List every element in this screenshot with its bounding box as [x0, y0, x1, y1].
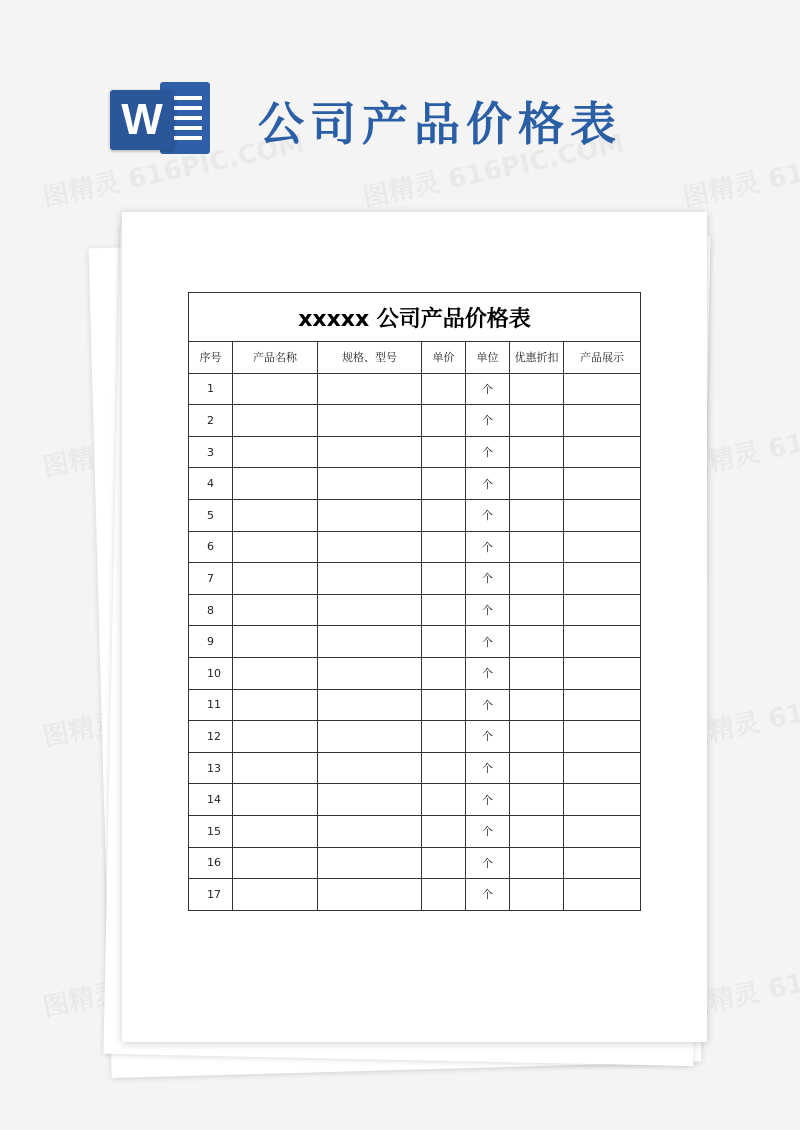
table-cell[interactable]: [564, 594, 641, 626]
table-cell[interactable]: [564, 815, 641, 847]
table-row: [189, 847, 641, 879]
table-cell[interactable]: [318, 689, 422, 721]
table-cell[interactable]: [233, 594, 318, 626]
unit-cell[interactable]: 个: [466, 468, 510, 500]
table-cell[interactable]: [318, 563, 422, 595]
row-seq-cell[interactable]: 10: [189, 657, 233, 689]
row-seq-cell[interactable]: 16: [189, 847, 233, 879]
table-cell[interactable]: [564, 657, 641, 689]
unit-cell[interactable]: 个: [466, 563, 510, 595]
row-seq-cell[interactable]: 4: [189, 468, 233, 500]
table-cell[interactable]: [510, 531, 564, 563]
unit-cell[interactable]: 个: [466, 436, 510, 468]
table-row: [189, 468, 641, 500]
row-seq-cell[interactable]: 5: [189, 499, 233, 531]
table-cell[interactable]: [422, 499, 466, 531]
table-cell[interactable]: [318, 373, 422, 405]
table-header-row: [189, 342, 641, 374]
table-cell[interactable]: [233, 847, 318, 879]
column-header: 单价: [422, 342, 466, 374]
row-seq-cell[interactable]: 12: [189, 721, 233, 753]
table-cell[interactable]: [318, 468, 422, 500]
column-header: 产品名称: [233, 342, 318, 374]
table-cell[interactable]: [422, 815, 466, 847]
table-cell[interactable]: [233, 531, 318, 563]
unit-cell[interactable]: 个: [466, 626, 510, 658]
price-table-wrap: [188, 292, 640, 911]
table-cell[interactable]: [422, 626, 466, 658]
table-cell[interactable]: [510, 563, 564, 595]
table-body: [189, 373, 641, 910]
table-cell[interactable]: [510, 784, 564, 816]
row-seq-cell[interactable]: 11: [189, 689, 233, 721]
page-title: 公司产品价格表: [258, 97, 622, 151]
row-seq-cell[interactable]: 14: [189, 784, 233, 816]
table-cell[interactable]: [318, 499, 422, 531]
row-seq-cell[interactable]: 3: [189, 436, 233, 468]
table-cell[interactable]: [510, 815, 564, 847]
word-logo-letter: W: [110, 90, 174, 150]
table-cell[interactable]: [564, 689, 641, 721]
column-header: 优惠折扣: [510, 342, 564, 374]
table-cell[interactable]: [318, 752, 422, 784]
table-cell[interactable]: [510, 752, 564, 784]
table-title: xxxxx 公司产品价格表: [189, 293, 641, 342]
table-cell[interactable]: [510, 468, 564, 500]
table-row: [189, 815, 641, 847]
table-row: [189, 594, 641, 626]
row-seq-cell[interactable]: 15: [189, 815, 233, 847]
row-seq-cell[interactable]: 6: [189, 531, 233, 563]
table-cell[interactable]: [318, 879, 422, 911]
table-cell[interactable]: [510, 594, 564, 626]
table-row: [189, 531, 641, 563]
word-icon: [110, 78, 214, 158]
table-row: [189, 689, 641, 721]
column-header: 产品展示: [564, 342, 641, 374]
table-cell[interactable]: [422, 879, 466, 911]
table-row: [189, 499, 641, 531]
unit-cell[interactable]: 个: [466, 752, 510, 784]
table-cell[interactable]: [564, 784, 641, 816]
row-seq-cell[interactable]: 13: [189, 752, 233, 784]
table-row: [189, 657, 641, 689]
unit-cell[interactable]: 个: [466, 594, 510, 626]
table-cell[interactable]: [510, 499, 564, 531]
table-cell[interactable]: [318, 405, 422, 437]
table-cell[interactable]: [510, 879, 564, 911]
unit-cell[interactable]: 个: [466, 405, 510, 437]
row-seq-cell[interactable]: 7: [189, 563, 233, 595]
table-cell[interactable]: [233, 721, 318, 753]
table-cell[interactable]: [564, 468, 641, 500]
unit-cell[interactable]: 个: [466, 657, 510, 689]
table-cell[interactable]: [422, 594, 466, 626]
document-page: [122, 212, 707, 1042]
table-cell[interactable]: [233, 752, 318, 784]
table-row: [189, 436, 641, 468]
table-row: [189, 721, 641, 753]
table-cell[interactable]: [510, 373, 564, 405]
unit-cell[interactable]: 个: [466, 847, 510, 879]
table-cell[interactable]: [318, 847, 422, 879]
table-cell[interactable]: [510, 721, 564, 753]
table-cell[interactable]: [233, 626, 318, 658]
row-seq-cell[interactable]: 9: [189, 626, 233, 658]
table-cell[interactable]: [422, 657, 466, 689]
table-cell[interactable]: [564, 373, 641, 405]
table-cell[interactable]: [422, 784, 466, 816]
table-cell[interactable]: [564, 626, 641, 658]
table-cell[interactable]: [318, 657, 422, 689]
table-cell[interactable]: [564, 436, 641, 468]
table-cell[interactable]: [233, 689, 318, 721]
table-cell[interactable]: [422, 468, 466, 500]
table-cell[interactable]: [233, 405, 318, 437]
table-cell[interactable]: [233, 373, 318, 405]
table-cell[interactable]: [564, 405, 641, 437]
table-row: [189, 563, 641, 595]
table-cell[interactable]: [422, 689, 466, 721]
header: [110, 70, 670, 160]
unit-cell[interactable]: 个: [466, 689, 510, 721]
table-cell[interactable]: [318, 594, 422, 626]
column-header: 规格、型号: [318, 342, 422, 374]
column-header: 序号: [189, 342, 233, 374]
table-cell[interactable]: [318, 721, 422, 753]
table-row: [189, 752, 641, 784]
table-cell[interactable]: [233, 499, 318, 531]
table-row: [189, 626, 641, 658]
row-seq-cell[interactable]: 8: [189, 594, 233, 626]
table-cell[interactable]: [510, 689, 564, 721]
table-cell[interactable]: [422, 531, 466, 563]
unit-cell[interactable]: 个: [466, 879, 510, 911]
column-header: 单位: [466, 342, 510, 374]
table-cell[interactable]: [564, 752, 641, 784]
price-table: [188, 292, 641, 911]
table-cell[interactable]: [233, 657, 318, 689]
table-cell[interactable]: [233, 436, 318, 468]
table-cell[interactable]: [564, 563, 641, 595]
table-row: [189, 784, 641, 816]
unit-cell[interactable]: 个: [466, 373, 510, 405]
table-cell[interactable]: [318, 784, 422, 816]
table-cell[interactable]: [510, 626, 564, 658]
table-cell[interactable]: [233, 784, 318, 816]
table-cell[interactable]: [233, 563, 318, 595]
table-cell[interactable]: [318, 436, 422, 468]
table-cell[interactable]: [564, 531, 641, 563]
unit-cell[interactable]: 个: [466, 531, 510, 563]
row-seq-cell[interactable]: 2: [189, 405, 233, 437]
table-cell[interactable]: [233, 815, 318, 847]
table-cell[interactable]: [510, 436, 564, 468]
table-cell[interactable]: [564, 721, 641, 753]
table-cell[interactable]: [422, 847, 466, 879]
table-cell[interactable]: [422, 373, 466, 405]
table-cell[interactable]: [422, 436, 466, 468]
table-cell[interactable]: [510, 405, 564, 437]
table-cell[interactable]: [564, 879, 641, 911]
row-seq-cell[interactable]: 1: [189, 373, 233, 405]
table-cell[interactable]: [318, 531, 422, 563]
table-row: [189, 405, 641, 437]
table-cell[interactable]: [233, 468, 318, 500]
table-cell[interactable]: [422, 405, 466, 437]
table-row: [189, 879, 641, 911]
unit-cell[interactable]: 个: [466, 721, 510, 753]
table-cell[interactable]: [564, 499, 641, 531]
table-cell[interactable]: [564, 847, 641, 879]
table-cell[interactable]: [510, 847, 564, 879]
table-cell[interactable]: [318, 626, 422, 658]
row-seq-cell[interactable]: 17: [189, 879, 233, 911]
table-cell[interactable]: [233, 879, 318, 911]
table-cell[interactable]: [318, 815, 422, 847]
table-cell[interactable]: [510, 657, 564, 689]
unit-cell[interactable]: 个: [466, 784, 510, 816]
unit-cell[interactable]: 个: [466, 815, 510, 847]
watermark: [679, 123, 800, 215]
table-cell[interactable]: [422, 563, 466, 595]
table-cell[interactable]: [422, 721, 466, 753]
table-cell[interactable]: [422, 752, 466, 784]
unit-cell[interactable]: 个: [466, 499, 510, 531]
table-row: [189, 373, 641, 405]
